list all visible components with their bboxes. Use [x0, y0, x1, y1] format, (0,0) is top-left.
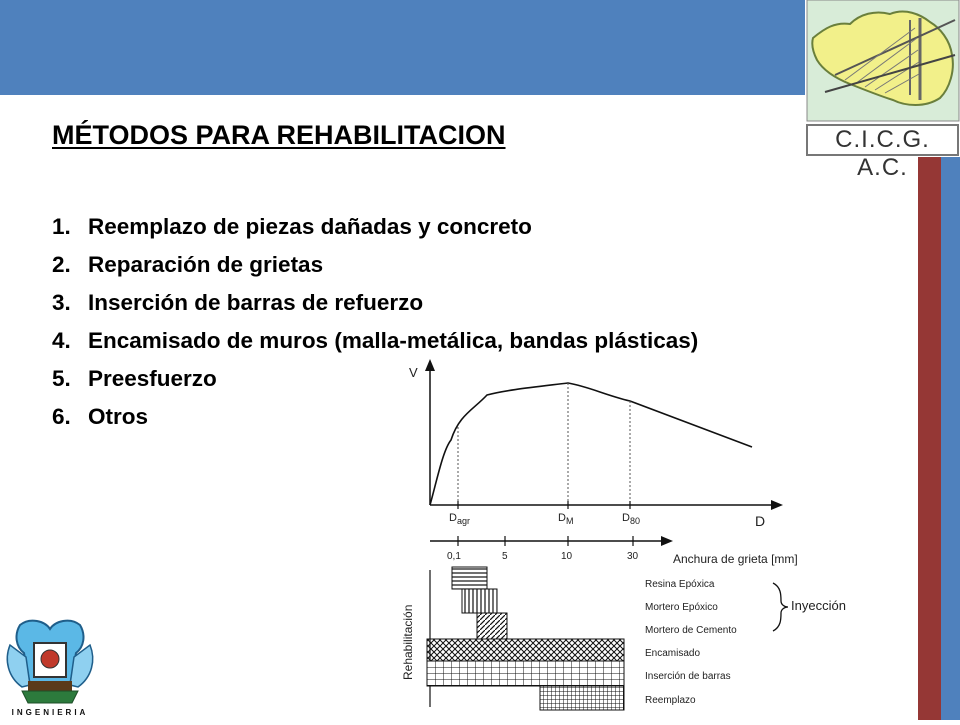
bar-mortero-cemento [477, 613, 507, 639]
bar-reemplazo [540, 686, 624, 710]
brace-icon [773, 583, 788, 631]
y-axis-label: V [409, 365, 418, 380]
university-logo [0, 615, 100, 720]
org-label: C.I.C.G. A.C. [806, 124, 959, 156]
bar-insercion [427, 661, 624, 686]
point-label-dagr: $D_{agr}$ [449, 512, 470, 526]
org-logo [805, 0, 960, 125]
method-label: Encamisado [645, 648, 701, 659]
method-label: Mortero Epóxico [645, 602, 718, 613]
list-item: 1. Reemplazo de piezas dañadas y concreto [52, 214, 532, 239]
list-item: 5. Preesfuerzo [52, 366, 217, 391]
list-item: 6. Otros [52, 404, 149, 429]
scale-tick: 10 [561, 551, 573, 562]
method-label: Inserción de barras [645, 671, 731, 682]
right-accent-stripe-red [918, 157, 941, 720]
map-bridge-icon [805, 0, 960, 122]
x-axis-label: D [755, 513, 766, 529]
point-label-d80: $D_{80}$ [622, 512, 640, 526]
list-item: 4. Encamisado de muros (malla-metálica, bandas plásticas) [52, 328, 699, 353]
x-axis-arrow-icon [771, 500, 783, 510]
rehabilitation-vertical-label: Rehabilitación [401, 604, 415, 680]
list-item: 3. Inserción de barras de refuerzo [52, 290, 424, 315]
header-bar [0, 0, 805, 95]
group-label-inyeccion: Inyección [791, 598, 846, 613]
right-accent-stripe-blue [941, 157, 960, 720]
scale-caption: Anchura de grieta [mm] [673, 552, 798, 566]
method-label: Resina Epóxica [645, 579, 715, 590]
scale-tick: 5 [502, 551, 508, 562]
y-axis-arrow-icon [425, 359, 435, 371]
scale-arrow-icon [661, 536, 673, 546]
eagle-crest-icon [0, 615, 100, 720]
bar-resina [452, 567, 487, 589]
slide-title: MÉTODOS PARA REHABILITACION [52, 120, 506, 150]
method-label: Mortero de Cemento [645, 625, 737, 636]
list-item: 2. Reparación de grietas [52, 252, 324, 277]
capacity-curve [430, 383, 752, 505]
scale-tick: 0,1 [447, 551, 461, 562]
point-label-dm: $D_M$ [558, 512, 574, 526]
bar-encamisado [427, 639, 624, 661]
rehabilitation-diagram [395, 355, 865, 720]
scale-tick: 30 [627, 551, 639, 562]
university-logo-text: INGENIERIA [11, 708, 89, 717]
bar-mortero-epoxico [462, 589, 497, 613]
method-label: Reemplazo [645, 695, 696, 706]
